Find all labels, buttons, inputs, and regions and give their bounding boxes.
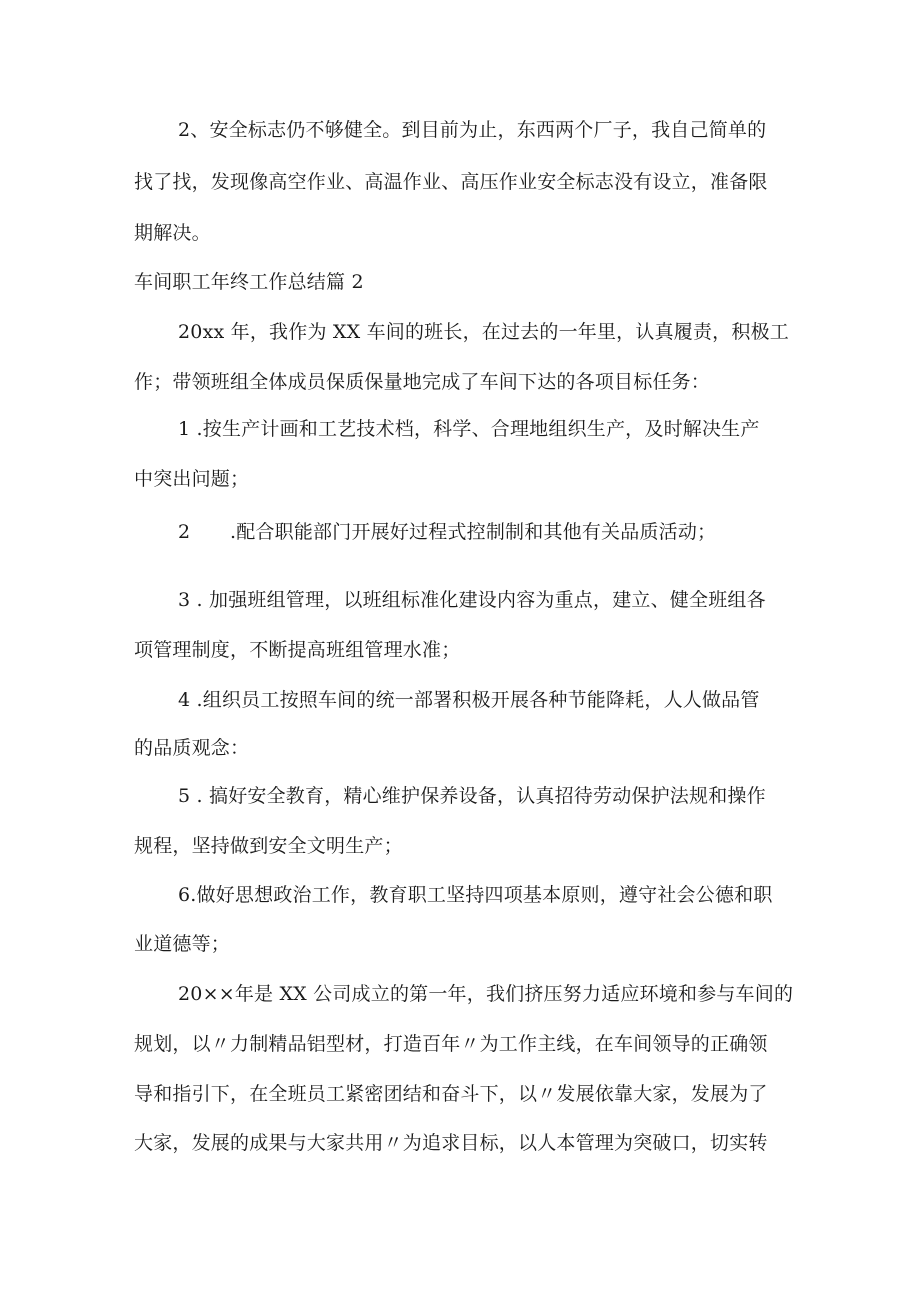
paragraph-2-line-1: 20xx 年，我作为 XX 车间的班长，在过去的一年里，认真履责，积极工	[178, 321, 789, 343]
list-item-4-line-2: 的品质观念：	[134, 737, 250, 759]
list-item-4-line-1: 4 .组织员工按照车间的统一部署积极开展各种节能降耗，人人做品管	[178, 689, 760, 711]
list-item-6-line-1: 6.做好思想政治工作，教育职工坚持四项基本原则，遵守社会公德和职	[178, 884, 773, 906]
paragraph-3-line-4: 大家，发展的成果与大家共用〃为追求目标，以人本管理为突破口，切实转	[134, 1132, 768, 1154]
list-item-5-line-2: 规程，坚持做到安全文明生产；	[134, 835, 403, 857]
list-item-1-line-1: 1 .按生产计画和工艺技术档，科学、合理地组织生产，及时解决生产	[178, 418, 760, 440]
paragraph-1-line-2: 找了找，发现像高空作业、高温作业、高压作业安全标志没有设立，准备限	[134, 171, 768, 193]
list-item-1-line-2: 中突出问题；	[134, 468, 250, 490]
list-item-2-number: 2	[178, 521, 191, 543]
paragraph-2-line-2: 作；带领班组全体成员保质保量地完成了车间下达的各项目标任务：	[134, 371, 711, 393]
section-heading: 车间职工年终工作总结篇 2	[134, 271, 364, 293]
paragraph-3-line-1: 20××年是 XX 公司成立的第一年，我们挤压努力适应环境和参与车间的	[178, 983, 794, 1005]
list-item-3-line-2: 项管理制度，不断提高班组管理水准；	[134, 639, 461, 661]
list-item-2-text: .配合职能部门开展好过程式控制制和其他有关品质活动；	[230, 521, 717, 543]
list-item-3-line-1: 3 . 加强班组管理，以班组标准化建设内容为重点，建立、健全班组各	[178, 589, 766, 611]
list-item-6-line-2: 业道德等；	[134, 933, 231, 955]
paragraph-1-line-3: 期解决。	[134, 222, 211, 244]
paragraph-3-line-2: 规划，以〃力制精品铝型材，打造百年〃为工作主线，在车间领导的正确领	[134, 1033, 768, 1055]
list-item-5-line-1: 5 . 搞好安全教育，精心维护保养设备，认真招待劳动保护法规和操作	[178, 785, 766, 807]
list-item-2	[178, 520, 716, 544]
paragraph-1-line-1: 2、安全标志仍不够健全。到目前为止，东西两个厂子，我自己简单的	[178, 119, 767, 141]
paragraph-3-line-3: 导和指引下，在全班员工紧密团结和奋斗下，以〃发展依靠大家，发展为了	[134, 1083, 768, 1105]
